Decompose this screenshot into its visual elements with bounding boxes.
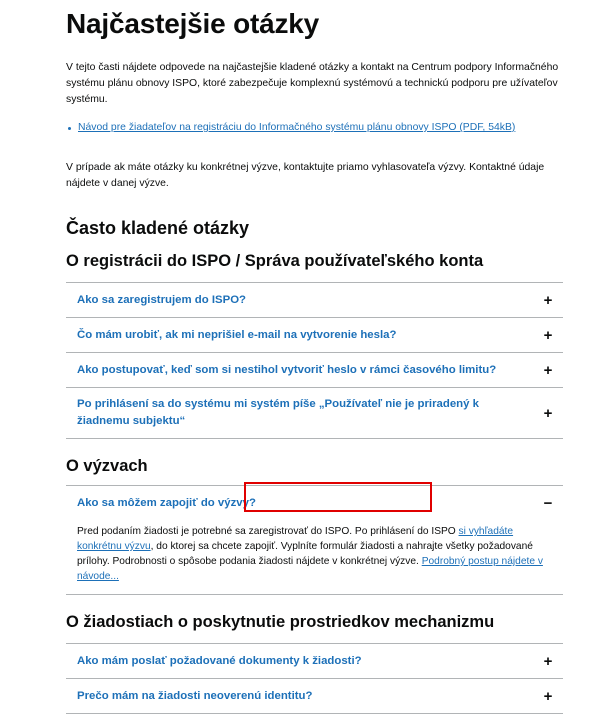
plus-icon: + xyxy=(543,291,553,309)
intro-text: V tejto časti nájdete odpovede na najčastejšie kladené otázky a kontakt na Centrum podpory Informačného systému plánu obnovy ISPO, ktoré zabezpečuje komplexnú systémovú a technickú podporu pre užívateľov systému. xyxy=(66,62,559,105)
accordion-item xyxy=(66,387,563,439)
document-list-item xyxy=(78,120,605,136)
section-title-calls: O výzvach xyxy=(66,457,148,475)
accordion-question: Čo mám urobiť, ak mi neprišiel e-mail na vytvorenie hesla? xyxy=(77,328,397,341)
plus-icon: + xyxy=(543,361,553,379)
accordion-item xyxy=(66,282,563,317)
accordion-question: Po prihlásení sa do systému mi systém píše „Používateľ nie je priradený k žiadnemu subjektu“ xyxy=(77,398,479,427)
accordion-question: Ako mám poslať požadované dokumenty k žiadosti? xyxy=(77,654,362,667)
find-call-link[interactable]: si vyhľadáte konkrétnu výzvu xyxy=(77,526,514,552)
page-title: Najčastejšie otázky xyxy=(66,8,320,39)
accordion-applications xyxy=(66,643,563,714)
accordion-calls xyxy=(66,485,563,595)
accordion-item-expanded xyxy=(66,485,563,595)
contact-text: V prípade ak máte otázky ku konkrétnej výzve, kontaktujte priamo vyhlasovateľa výzvy. Kontaktné údaje nájdete v danej výzve. xyxy=(66,162,545,189)
plus-icon: + xyxy=(543,652,553,670)
faq-heading: Často kladené otázky xyxy=(66,218,250,238)
accordion-item xyxy=(66,352,563,387)
accordion-item xyxy=(66,317,563,352)
accordion-item xyxy=(66,678,563,714)
accordion-question: Prečo mám na žiadosti neoverenú identitu? xyxy=(77,689,313,702)
accordion-toggle[interactable] xyxy=(66,318,563,352)
accordion-toggle[interactable] xyxy=(66,679,563,713)
section-title-applications: O žiadostiach o poskytnutie prostriedkov mechanizmu xyxy=(66,613,495,631)
answer-text xyxy=(77,524,551,584)
accordion-question: Ako sa zaregistrujem do ISPO? xyxy=(77,293,247,306)
answer-text-part: Pred podaním žiadosti je potrebné sa zaregistrovať do ISPO. Po prihlásení do ISPO xyxy=(77,526,459,537)
plus-icon: + xyxy=(543,404,553,422)
document-list xyxy=(66,120,605,136)
plus-icon: + xyxy=(543,687,553,705)
accordion-toggle[interactable] xyxy=(66,388,563,438)
accordion-answer xyxy=(66,520,563,594)
accordion-question: Ako postupovať, keď som si nestihol vytvoriť heslo v rámci časového limitu? xyxy=(77,363,497,376)
accordion-item xyxy=(66,643,563,678)
accordion-registration xyxy=(66,282,563,439)
detailed-guide-link[interactable]: Podrobný postup nájdete v návode... xyxy=(77,556,543,582)
accordion-toggle[interactable] xyxy=(66,486,563,520)
accordion-toggle[interactable] xyxy=(66,353,563,387)
accordion-toggle[interactable] xyxy=(66,644,563,678)
plus-icon: + xyxy=(543,326,553,344)
minus-icon: − xyxy=(543,494,553,512)
accordion-question: Ako sa môžem zapojiť do výzvy? xyxy=(77,496,256,509)
answer-text-part: , do ktorej sa chcete zapojiť. Vyplníte formulár žiadosti a nahrajte všetky požadované prílohy. Podrobnosti o spôsobe podania žiadosti nájdete v konkrétnej výzve. xyxy=(77,541,533,567)
accordion-toggle[interactable] xyxy=(66,283,563,317)
registration-guide-link[interactable]: Návod pre žiadateľov na registráciu do Informačného systému plánu obnovy ISPO (PDF, 54kB) xyxy=(78,122,516,133)
section-title-registration: O registrácii do ISPO / Správa používateľského konta xyxy=(66,252,484,270)
